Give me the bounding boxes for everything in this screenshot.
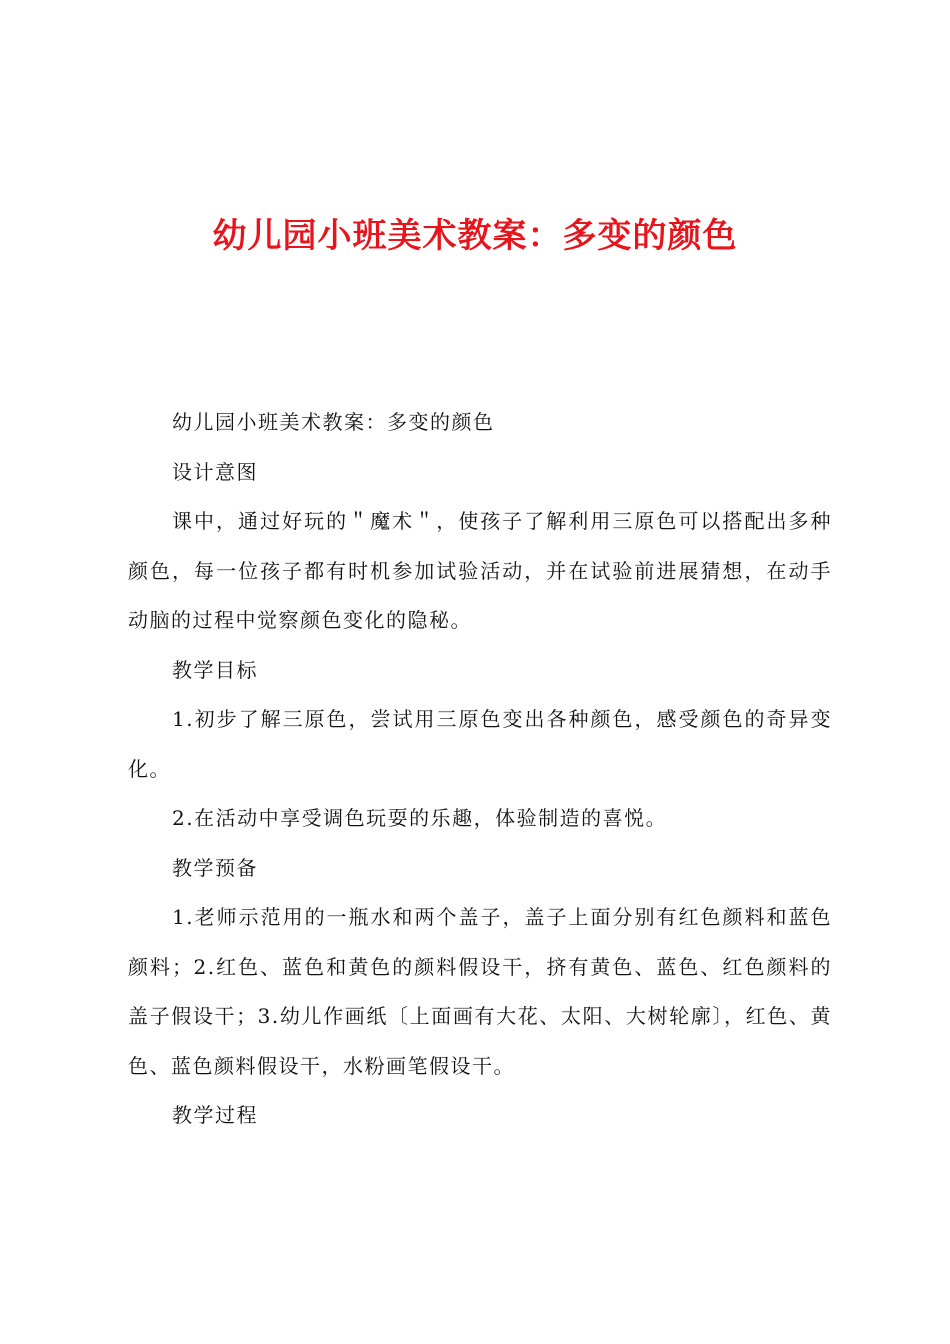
document-title: 幼儿园小班美术教案：多变的颜色 <box>212 216 738 256</box>
section-heading-design-intent: 设计意图 <box>172 459 258 484</box>
section-heading-teaching-goals: 教学目标 <box>172 657 258 682</box>
paragraph-design-intent: 课中，通过好玩的＂魔术＂，使孩子了解利用三原色可以搭配出多种颜色，每一位孩子都有时机参加试验活动，并在试验前进展猜想，在动手动脑的过程中觉察颜色变化的隐秘。 <box>128 509 832 632</box>
section-heading-teaching-process: 教学过程 <box>172 1103 258 1127</box>
section-heading-preparation: 教学预备 <box>172 855 258 880</box>
paragraph-goal-2: 2.在活动中享受调色玩耍的乐趣，体验制造的喜悦。 <box>172 806 668 830</box>
document-body <box>128 398 832 1141</box>
paragraph-repeat-title: 幼儿园小班美术教案：多变的颜色 <box>172 410 495 434</box>
paragraph-goal-1: 1.初步了解三原色，尝试用三原色变出各种颜色，感受颜色的奇异变化。 <box>128 707 832 781</box>
paragraph-preparation: 1.老师示范用的一瓶水和两个盖子，盖子上面分别有红色颜料和蓝色颜料；2.红色、蓝色和黄色的颜料假设干，挤有黄色、蓝色、红色颜料的盖子假设干；3.幼儿作画纸〔上面画有大花、太阳、大树轮廓〕，红色、黄色、蓝色颜料假设干，水粉画笔假设干。 <box>128 905 832 1078</box>
